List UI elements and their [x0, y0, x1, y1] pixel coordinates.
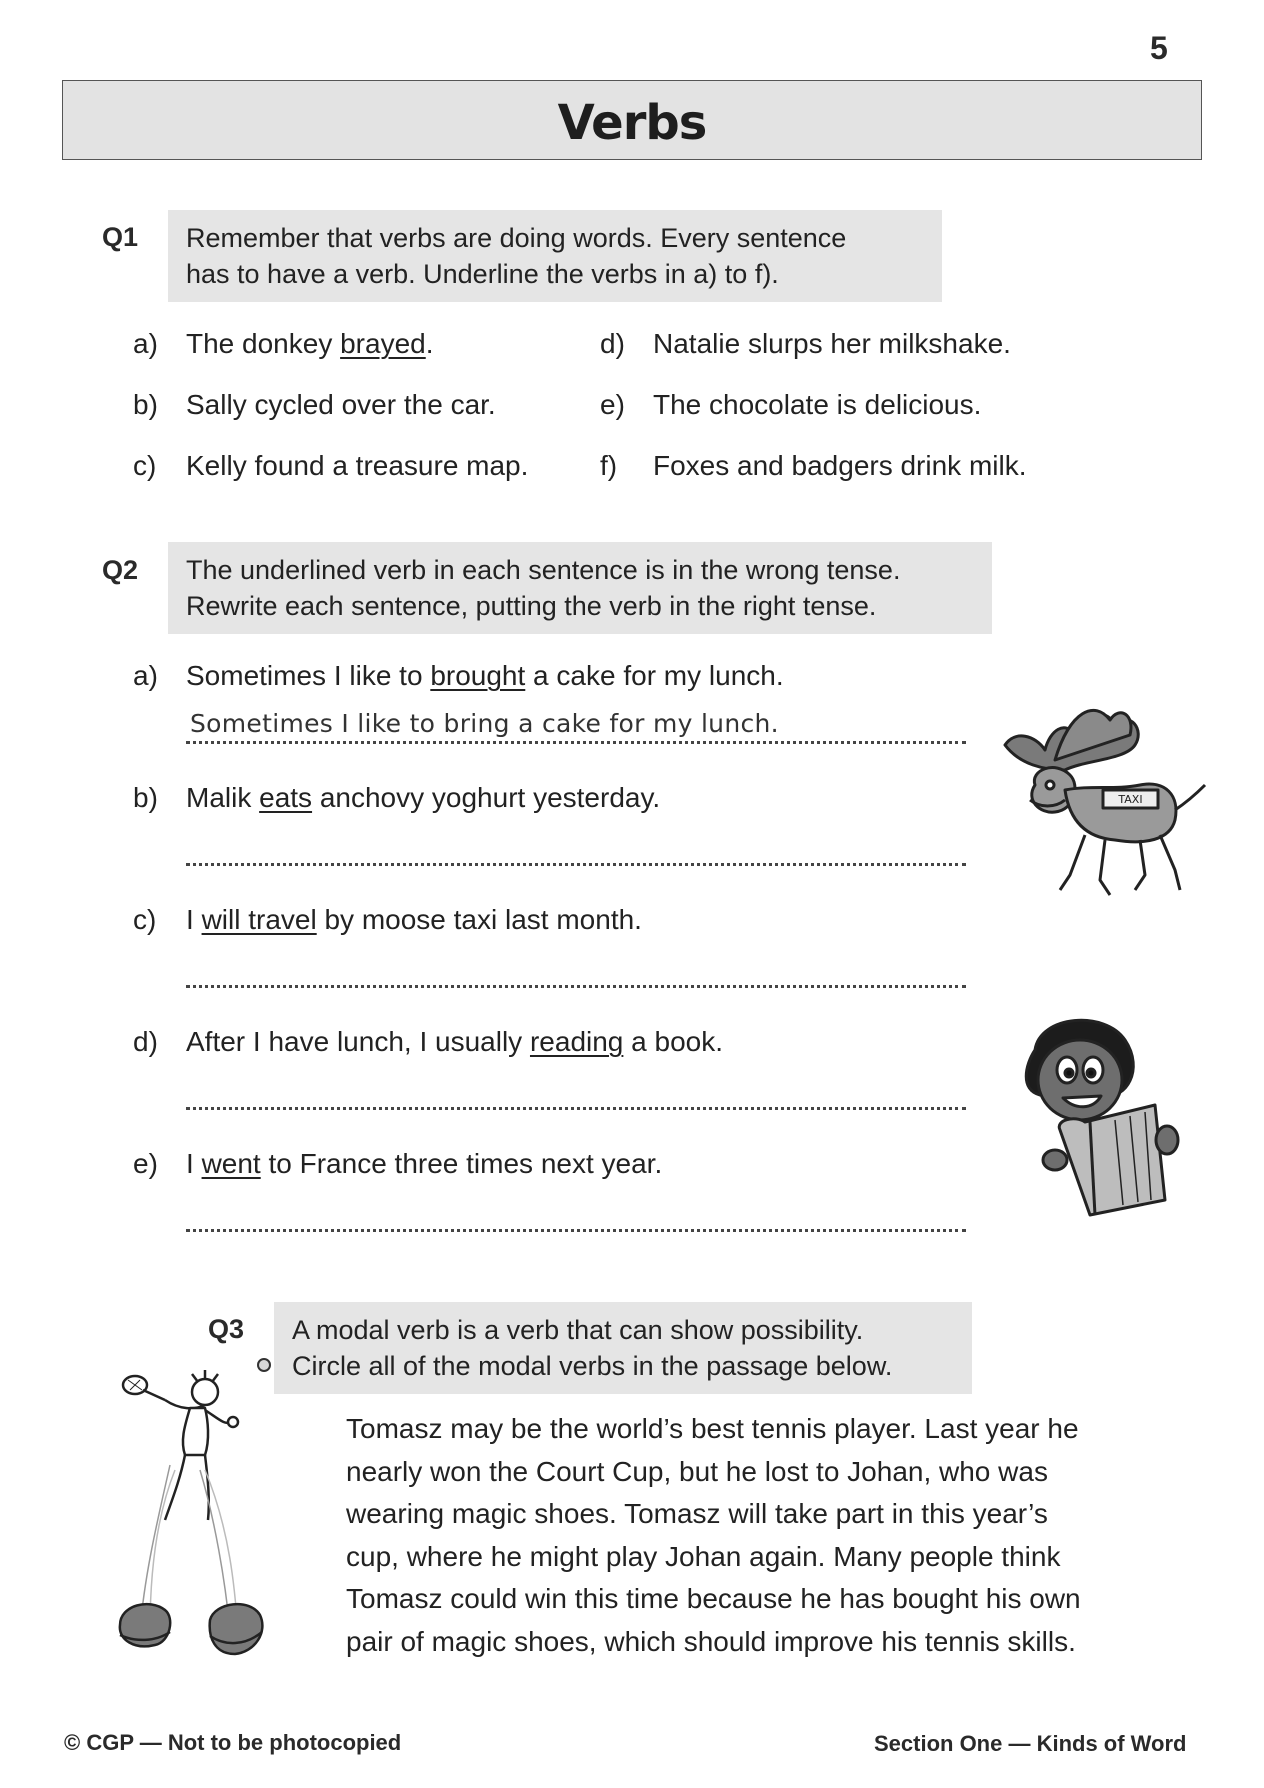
q1-item-d[interactable]: d) Natalie slurps her milkshake. — [600, 328, 1011, 359]
tennis-player-illustration — [110, 1370, 290, 1670]
passage-line-2: nearly won the Court Cup, but he lost to Johan, who was — [346, 1455, 1048, 1487]
q2-item-e: e) I went to France three times next year. — [133, 1148, 663, 1179]
q1-instruction-line1: Remember that verbs are doing words. Every sentence — [186, 223, 847, 253]
q2-answer-line-e[interactable] — [186, 1229, 966, 1232]
q1-item-a[interactable]: a) The donkey brayed. — [133, 328, 434, 359]
q2-answer-a-text: Sometimes I like to bring a cake for my lunch. — [190, 709, 779, 738]
q2-answer-line-d[interactable] — [186, 1107, 966, 1110]
q1-item-a-verb: brayed — [340, 328, 426, 359]
q2-item-a-verb: brought — [430, 660, 526, 691]
moose-taxi-illustration — [995, 690, 1215, 910]
title-banner — [62, 80, 1202, 160]
q2-item-d: d) After I have lunch, I usually reading a book. — [133, 1026, 724, 1057]
girl-reading-illustration — [1005, 1010, 1195, 1220]
q3-passage — [346, 1408, 1146, 1663]
q2-label: Q2 — [102, 555, 139, 585]
q2-item-b-verb: eats — [259, 782, 313, 813]
q1-item-f[interactable]: f) Foxes and badgers drink milk. — [600, 450, 1027, 481]
q2-item-c-verb: will travel — [201, 904, 317, 935]
q3-instruction-line2: Circle all of the modal verbs in the passage below. — [292, 1351, 893, 1381]
q1-item-c[interactable]: c) Kelly found a treasure map. — [133, 450, 529, 481]
moose-taxi-sign: TAXI — [1118, 793, 1143, 806]
q2-item-c: c) I will travel by moose taxi last month. — [133, 904, 642, 935]
page-number: 5 — [1150, 30, 1168, 66]
q1-instruction-line2: has to have a verb. Underline the verbs in a) to f). — [186, 259, 779, 289]
q1-item-e[interactable]: e) The chocolate is delicious. — [600, 389, 982, 420]
footer-copyright: © CGP — Not to be photocopied — [64, 1730, 402, 1755]
passage-line-5: Tomasz could win this time because he has bought his own — [346, 1583, 1081, 1614]
q2-item-e-verb: went — [201, 1148, 261, 1179]
q1-item-b[interactable]: b) Sally cycled over the car. — [133, 389, 496, 420]
q2-instruction-line2: Rewrite each sentence, putting the verb in the right tense. — [186, 591, 877, 621]
q2-instruction-box — [168, 542, 992, 634]
q2-answer-line-c[interactable] — [186, 985, 966, 988]
passage-line-4: cup, where he might play Johan again. Many people think — [346, 1540, 1061, 1572]
q3-instruction-line1: A modal verb is a verb that can show possibility. — [292, 1315, 864, 1345]
passage-line-6: pair of magic shoes, which should improve his tennis skills. — [346, 1625, 1076, 1657]
q1-instruction-box — [168, 210, 942, 302]
q1-label: Q1 — [102, 222, 139, 252]
q2-instruction-line1: The underlined verb in each sentence is in the wrong tense. — [186, 555, 901, 585]
passage-line-1: Tomasz may be the world’s best tennis player. Last year he — [346, 1413, 1079, 1444]
q2-item-d-verb: reading — [529, 1026, 624, 1057]
page-title: Verbs — [557, 95, 707, 151]
q3-label: Q3 — [208, 1314, 245, 1344]
q2-answer-line-a[interactable] — [186, 741, 966, 744]
footer-section: Section One — Kinds of Word — [874, 1731, 1187, 1756]
q2-item-a: a) Sometimes I like to brought a cake for my lunch. — [133, 660, 784, 691]
q2-answer-line-b[interactable] — [186, 863, 966, 866]
q3-instruction-box — [274, 1302, 972, 1394]
passage-line-3: wearing magic shoes. Tomasz will take part in this year’s — [346, 1498, 1048, 1529]
q2-item-b: b) Malik eats anchovy yoghurt yesterday. — [133, 782, 661, 813]
